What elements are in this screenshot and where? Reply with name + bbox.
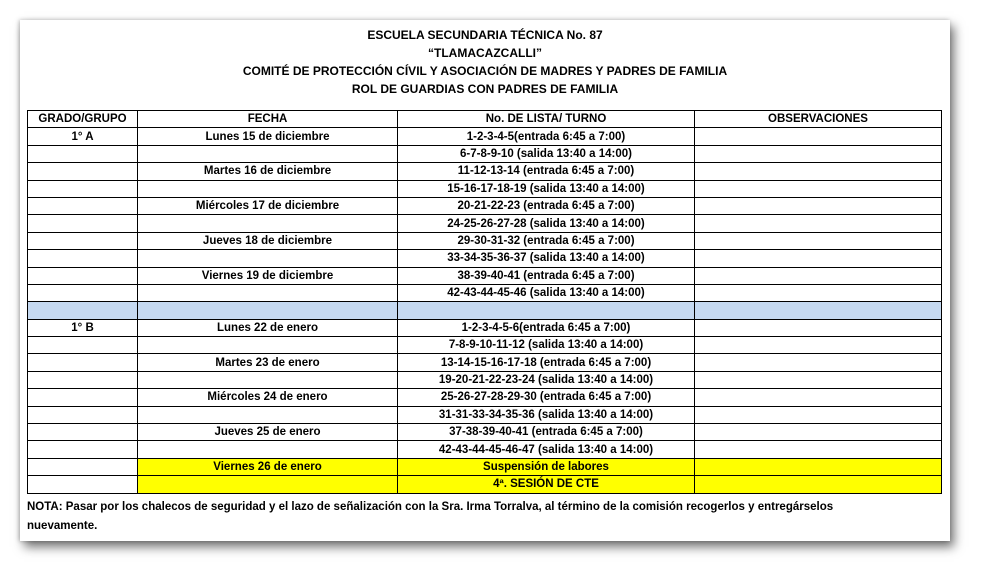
cell-observaciones (695, 197, 942, 214)
table-row (28, 145, 942, 162)
guard-roster-table (27, 110, 942, 494)
cell-lista: 31-31-33-34-35-36 (salida 13:40 a 14:00) (398, 406, 695, 423)
cell-grado (28, 441, 138, 458)
cell-fecha (138, 476, 398, 493)
document-title: ROL DE GUARDIAS CON PADRES DE FAMILIA (351, 82, 619, 96)
cell-observaciones (695, 128, 942, 145)
table-row (28, 406, 942, 423)
cell-observaciones (695, 337, 942, 354)
cell-lista: 4ª. SESIÓN DE CTE (398, 476, 695, 493)
cell-lista: 19-20-21-22-23-24 (salida 13:40 a 14:00) (398, 371, 695, 388)
cell-grado (28, 267, 138, 284)
table-row (28, 250, 942, 267)
cell-lista: 25-26-27-28-29-30 (entrada 6:45 a 7:00) (398, 389, 695, 406)
footnote-line-2: nuevamente. (27, 520, 98, 532)
header-fecha: FECHA (138, 111, 398, 128)
table-row (28, 284, 942, 301)
cell-observaciones (695, 215, 942, 232)
cell-lista: 1-2-3-4-5-6(entrada 6:45 a 7:00) (398, 319, 695, 336)
table-row (28, 337, 942, 354)
table-row-highlighted (28, 458, 942, 475)
cell-grado (28, 424, 138, 441)
committee-name: COMITÉ DE PROTECCIÓN CÍVIL Y ASOCIACIÓN DE MADRES Y PADRES DE FAMILIA (242, 64, 728, 78)
cell-grado (28, 337, 138, 354)
cell-observaciones (695, 441, 942, 458)
cell-fecha: Jueves 18 de diciembre (138, 232, 398, 249)
school-nickname: “TLAMACAZCALLI” (428, 46, 542, 60)
table-row (28, 389, 942, 406)
cell-lista: 20-21-22-23 (entrada 6:45 a 7:00) (398, 197, 695, 214)
cell-lista: 33-34-35-36-37 (salida 13:40 a 14:00) (398, 250, 695, 267)
separator-cell (695, 302, 942, 319)
separator-cell (138, 302, 398, 319)
cell-observaciones (695, 180, 942, 197)
cell-grado (28, 284, 138, 301)
cell-lista: 1-2-3-4-5(entrada 6:45 a 7:00) (398, 128, 695, 145)
cell-observaciones (695, 354, 942, 371)
cell-grado (28, 180, 138, 197)
cell-fecha (138, 215, 398, 232)
document-header (20, 26, 950, 98)
cell-grado (28, 145, 138, 162)
separator-cell (398, 302, 695, 319)
cell-grado (28, 389, 138, 406)
table-row (28, 180, 942, 197)
cell-observaciones (695, 406, 942, 423)
table-row (28, 424, 942, 441)
table-row (28, 371, 942, 388)
cell-fecha: Lunes 22 de enero (138, 319, 398, 336)
cell-observaciones (695, 476, 942, 493)
table-row (28, 128, 942, 145)
cell-fecha: Martes 23 de enero (138, 354, 398, 371)
table-row (28, 267, 942, 284)
cell-fecha: Miércoles 24 de enero (138, 389, 398, 406)
table-header-row (28, 111, 942, 128)
cell-fecha: Viernes 26 de enero (138, 458, 398, 475)
cell-grado: 1° B (28, 319, 138, 336)
cell-grado (28, 458, 138, 475)
cell-fecha (138, 145, 398, 162)
cell-observaciones (695, 232, 942, 249)
cell-grado (28, 371, 138, 388)
cell-grado (28, 406, 138, 423)
footnote-line-1: NOTA: Pasar por los chalecos de seguridad y el lazo de señalización con la Sra. Irma Torralva, al término de la comisión recogerlos y entregárselos (27, 501, 834, 513)
cell-observaciones (695, 250, 942, 267)
cell-grado (28, 197, 138, 214)
cell-grado (28, 232, 138, 249)
cell-fecha (138, 406, 398, 423)
cell-lista: 6-7-8-9-10 (salida 13:40 a 14:00) (398, 145, 695, 162)
cell-fecha (138, 441, 398, 458)
separator-cell (28, 302, 138, 319)
cell-grado (28, 215, 138, 232)
cell-lista: Suspensión de labores (398, 458, 695, 475)
header-grado-grupo: GRADO/GRUPO (28, 111, 138, 128)
cell-lista: 15-16-17-18-19 (salida 13:40 a 14:00) (398, 180, 695, 197)
cell-fecha (138, 371, 398, 388)
document-sheet (20, 20, 950, 541)
table-row (28, 354, 942, 371)
footnote (27, 498, 937, 536)
cell-fecha (138, 284, 398, 301)
table-row (28, 163, 942, 180)
cell-grado (28, 354, 138, 371)
table-row (28, 197, 942, 214)
cell-fecha (138, 337, 398, 354)
cell-observaciones (695, 267, 942, 284)
cell-lista: 11-12-13-14 (entrada 6:45 a 7:00) (398, 163, 695, 180)
cell-fecha: Lunes 15 de diciembre (138, 128, 398, 145)
cell-observaciones (695, 163, 942, 180)
cell-fecha: Jueves 25 de enero (138, 424, 398, 441)
cell-grado: 1° A (28, 128, 138, 145)
cell-lista: 42-43-44-45-46-47 (salida 13:40 a 14:00) (398, 441, 695, 458)
table-row (28, 441, 942, 458)
table-row-highlighted (28, 476, 942, 493)
cell-grado (28, 250, 138, 267)
cell-fecha: Martes 16 de diciembre (138, 163, 398, 180)
cell-fecha (138, 180, 398, 197)
cell-observaciones (695, 458, 942, 475)
cell-observaciones (695, 284, 942, 301)
school-name: ESCUELA SECUNDARIA TÉCNICA No. 87 (367, 28, 603, 42)
cell-observaciones (695, 145, 942, 162)
cell-observaciones (695, 371, 942, 388)
cell-lista: 29-30-31-32 (entrada 6:45 a 7:00) (398, 232, 695, 249)
cell-lista: 24-25-26-27-28 (salida 13:40 a 14:00) (398, 215, 695, 232)
cell-grado (28, 163, 138, 180)
cell-lista: 13-14-15-16-17-18 (entrada 6:45 a 7:00) (398, 354, 695, 371)
cell-observaciones (695, 389, 942, 406)
cell-lista: 42-43-44-45-46 (salida 13:40 a 14:00) (398, 284, 695, 301)
table-row (28, 232, 942, 249)
table-row (28, 319, 942, 336)
header-lista-turno: No. DE LISTA/ TURNO (398, 111, 695, 128)
cell-lista: 37-38-39-40-41 (entrada 6:45 a 7:00) (398, 424, 695, 441)
cell-lista: 7-8-9-10-11-12 (salida 13:40 a 14:00) (398, 337, 695, 354)
cell-fecha: Viernes 19 de diciembre (138, 267, 398, 284)
cell-observaciones (695, 319, 942, 336)
header-observaciones: OBSERVACIONES (695, 111, 942, 128)
cell-fecha (138, 250, 398, 267)
separator-row (28, 302, 942, 319)
cell-grado (28, 476, 138, 493)
cell-fecha: Miércoles 17 de diciembre (138, 197, 398, 214)
cell-lista: 38-39-40-41 (entrada 6:45 a 7:00) (398, 267, 695, 284)
table-row (28, 215, 942, 232)
cell-observaciones (695, 424, 942, 441)
